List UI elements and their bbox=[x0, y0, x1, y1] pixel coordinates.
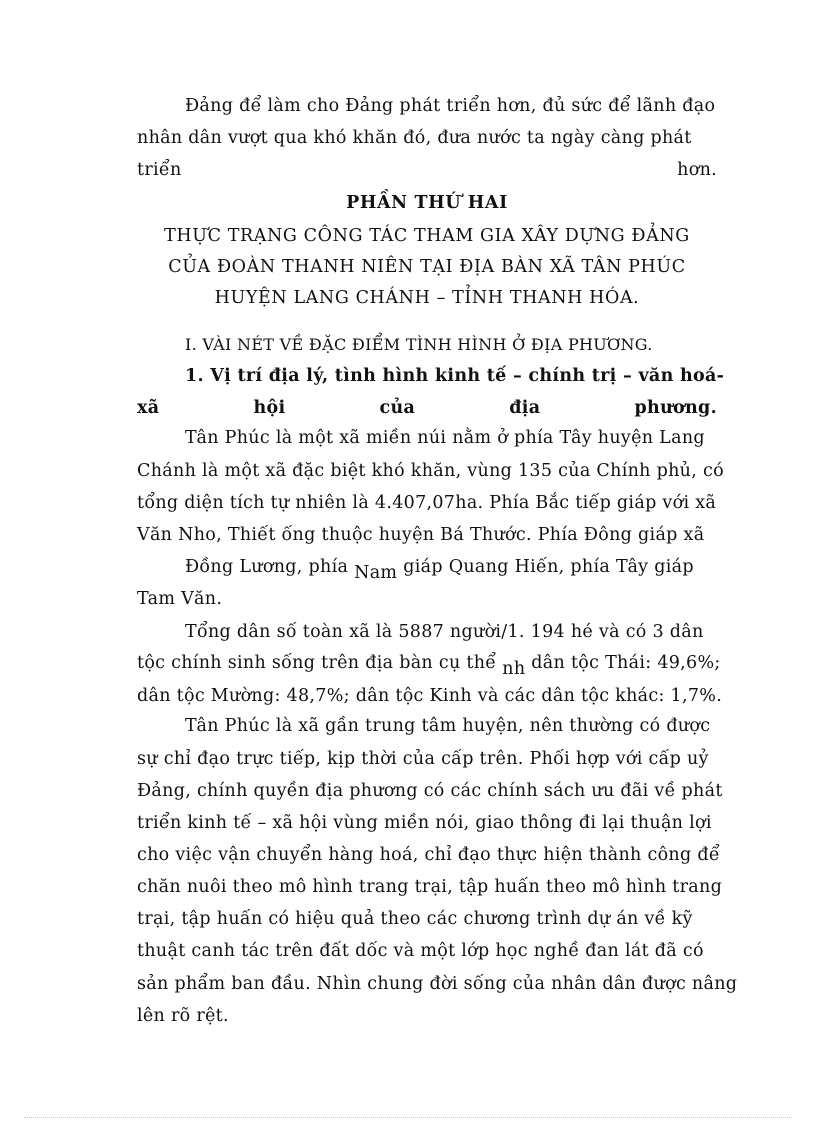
paragraph-line: Văn Nho, Thiết ống thuộc huyện Bá Thước. Phía Đông giáp xã bbox=[137, 525, 705, 545]
word: phương. bbox=[634, 398, 717, 418]
section-title-line: THỰC TRẠNG CÔNG TÁC THAM GIA XÂY DỰNG ĐẢNG bbox=[164, 226, 690, 246]
part-heading: PHẦN THỨ HAI bbox=[346, 193, 508, 213]
text: tộc chính sinh sống trên địa bàn cụ thể bbox=[137, 653, 497, 673]
paragraph-line bbox=[137, 427, 717, 449]
paragraph-line bbox=[137, 715, 717, 737]
text: Tân Phúc là xã gần trung tâm huyện, nên thường có được bbox=[185, 716, 711, 736]
text: Đảng để làm cho Đảng phát triển hơn, đủ sức để lãnh đạo bbox=[185, 96, 716, 116]
section-title-line: HUYỆN LANG CHÁNH – TỈNH THANH HÓA. bbox=[214, 288, 640, 308]
text: Tân Phúc là một xã miền núi nằm ở phía Tây huyện Lang bbox=[185, 428, 705, 448]
text: Nam bbox=[354, 563, 398, 583]
text: - bbox=[716, 366, 725, 386]
footer-divider bbox=[24, 1117, 792, 1118]
item-heading-line bbox=[137, 397, 717, 419]
paragraph-line: cho việc vận chuyển hàng hoá, chỉ đạo thực hiện thành công để bbox=[137, 845, 720, 865]
text: Đồng Lương, phía bbox=[185, 557, 349, 577]
item-heading bbox=[137, 365, 725, 387]
text: dân tộc Thái: 49,6%; bbox=[531, 653, 721, 673]
paragraph-line: sự chỉ đạo trực tiếp, kịp thời của cấp trên. Phối hợp với cấp uỷ bbox=[137, 749, 709, 769]
paragraph-line bbox=[137, 159, 717, 181]
paragraph-line: trại, tập huấn có hiệu quả theo các chương trình dự án về kỹ bbox=[137, 909, 693, 929]
paragraph-line: nhân dân vượt qua khó khăn đó, đưa nước ta ngày càng phát bbox=[137, 128, 692, 148]
word: của bbox=[379, 398, 416, 418]
word: xã bbox=[137, 398, 160, 418]
text: giáp Quang Hiến, phía Tây giáp bbox=[403, 557, 694, 577]
word: địa bbox=[509, 398, 541, 418]
text: nh bbox=[502, 659, 526, 679]
paragraph-line: thuật canh tác trên đất dốc và một lớp học nghề đan lát đã có bbox=[137, 941, 704, 961]
paragraph-line: sản phẩm ban đầu. Nhìn chung đời sống của nhân dân được nâng bbox=[137, 974, 738, 994]
paragraph-line: tổng diện tích tự nhiên là 4.407,07ha. Phía Bắc tiếp giáp với xã bbox=[137, 493, 717, 513]
paragraph-line bbox=[137, 95, 717, 117]
text: triển bbox=[137, 160, 182, 180]
paragraph-line: lên rõ rệt. bbox=[137, 1006, 229, 1026]
paragraph-line: dân tộc Mường: 48,7%; dân tộc Kinh và các dân tộc khác: 1,7%. bbox=[137, 686, 723, 706]
paragraph-line: Chánh là một xã đặc biệt khó khăn, vùng 135 của Chính phủ, có bbox=[137, 461, 724, 481]
text: Tổng dân số toàn xã là 5887 người/1. 194 hé và có 3 dân bbox=[185, 622, 704, 642]
subsection-heading bbox=[137, 334, 717, 356]
word: hội bbox=[253, 398, 286, 418]
text: I. VÀI NÉT VỀ ĐẶC ĐIỂM TÌNH HÌNH Ở ĐỊA PHƯƠNG. bbox=[185, 335, 653, 354]
paragraph-line bbox=[137, 556, 717, 583]
paragraph-line bbox=[137, 652, 721, 679]
text: hơn. bbox=[677, 160, 717, 180]
paragraph-line bbox=[137, 621, 717, 643]
paragraph-line: triển kinh tế – xã hội vùng miền nói, giao thông đi lại thuận lợi bbox=[137, 813, 712, 833]
paragraph-line: chăn nuôi theo mô hình trang trại, tập huấn theo mô hình trang bbox=[137, 877, 723, 897]
paragraph-line: Tam Văn. bbox=[137, 589, 223, 609]
section-title-line: CỦA ĐOÀN THANH NIÊN TẠI ĐỊA BÀN XÃ TÂN PHÚC bbox=[168, 257, 686, 277]
paragraph-line: Đảng, chính quyền địa phương có các chính sách ưu đãi về phát bbox=[137, 781, 723, 801]
text: 1. Vị trí địa lý, tình hình kinh tế – chính trị – văn hoá bbox=[185, 366, 717, 386]
